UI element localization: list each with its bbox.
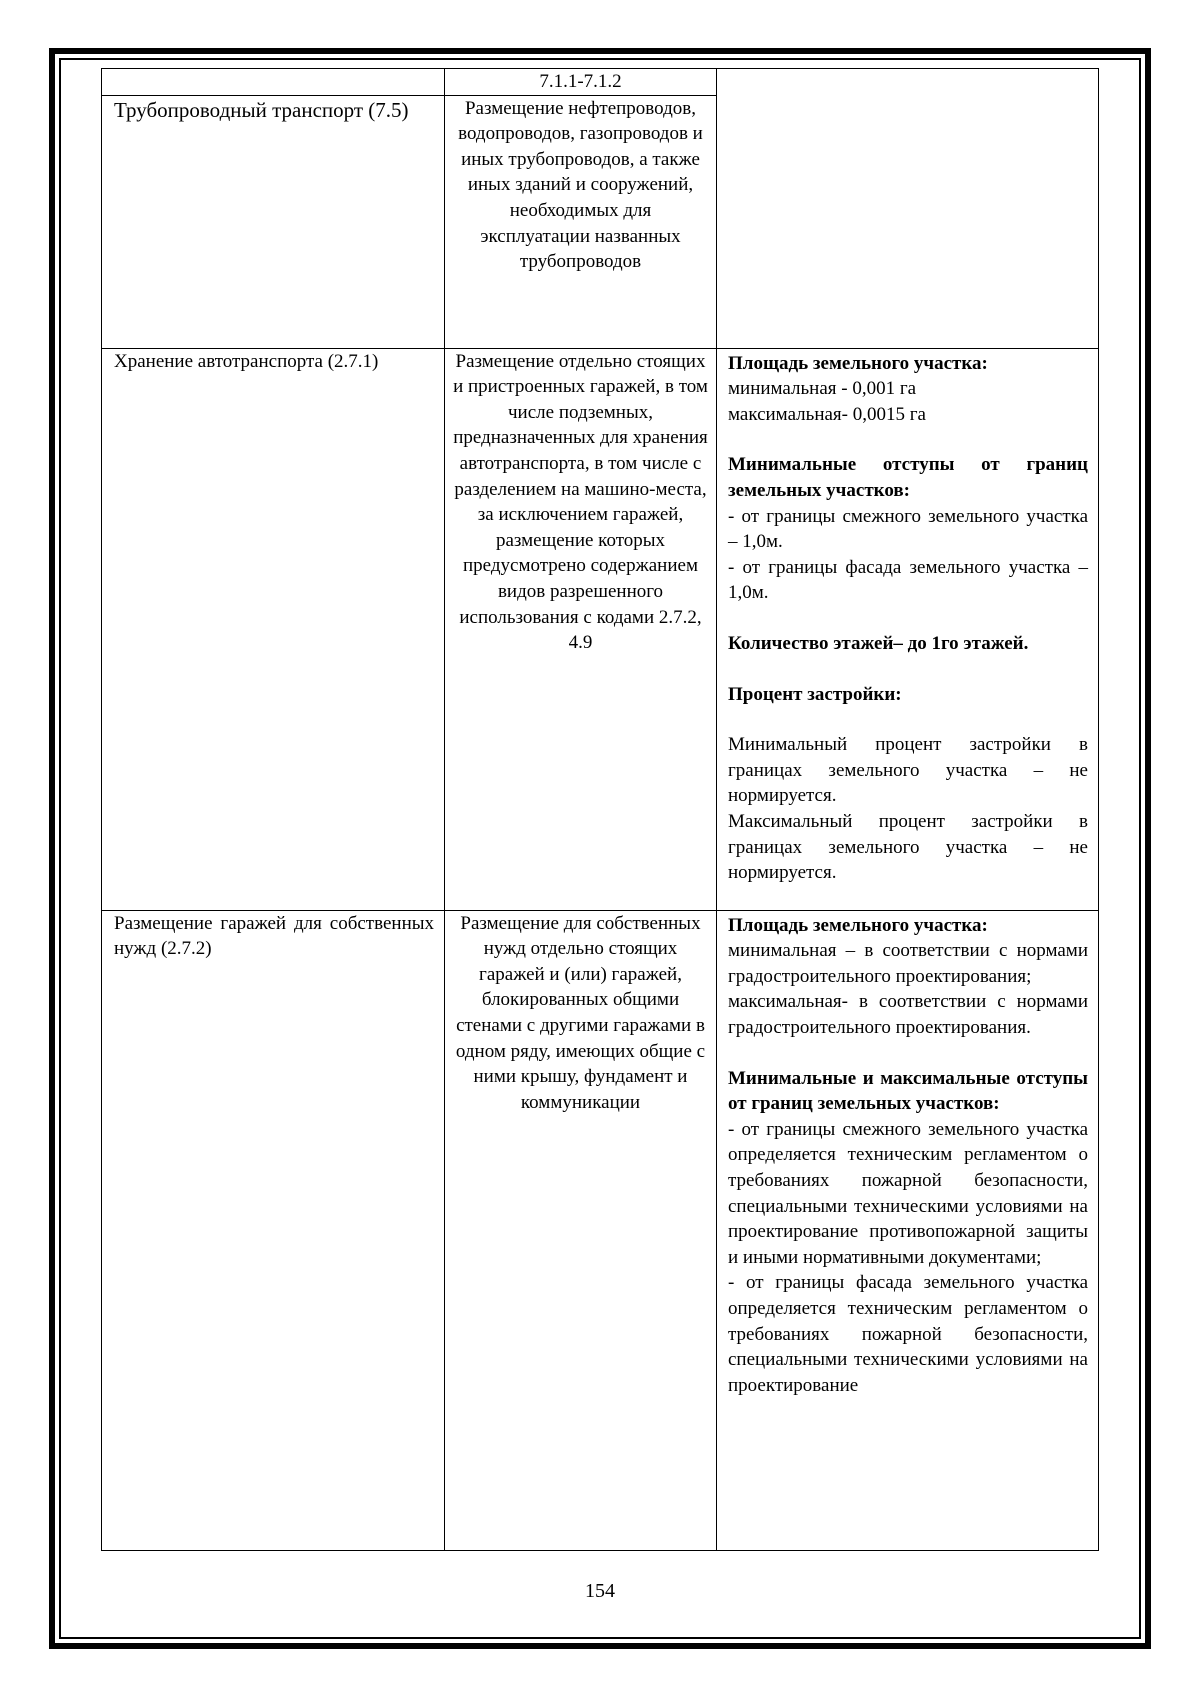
- area-heading: Площадь земельного участка:: [728, 352, 988, 374]
- table-cell: [717, 910, 1099, 1550]
- table-cell: [717, 69, 1099, 349]
- table-cell: [102, 910, 445, 1550]
- setback-item: - от границы смежного земельного участка – 1,0м.: [728, 505, 1088, 553]
- table-cell: [102, 69, 445, 96]
- table-cell: [445, 348, 717, 910]
- percent-min: Минимальный процент застройки в границах земельного участка – не нормируется.: [728, 734, 1088, 807]
- area-heading: Площадь земельного участка:: [728, 914, 988, 936]
- table-cell: [717, 348, 1099, 910]
- table-cell: [102, 348, 445, 910]
- page-number: 154: [585, 1580, 615, 1602]
- table-row: [102, 348, 1099, 910]
- area-max: максимальная- в соответствии с нормами градостроительного проектирования.: [728, 991, 1088, 1038]
- area-min: минимальная - 0,001 га: [728, 378, 917, 400]
- setback-item: - от границы фасада земельного участка определяется техническим регламентом о требованиях пожарной безопасности, специальными техническими условиями на проектирование: [728, 1272, 1088, 1396]
- table-cell: [445, 69, 717, 96]
- parameters-cell: [717, 69, 1098, 71]
- area-max: максимальная- 0,0015 га: [728, 403, 926, 425]
- setback-item: - от границы смежного земельного участка определяется техническим регламентом о требованиях пожарной безопасности, специальными техническими условиями на проектирование противопожарной защиты и иными нормативными документами;: [728, 1118, 1088, 1268]
- use-type-cell: Трубопроводный транспорт (7.5): [114, 97, 409, 122]
- table-row: [102, 69, 1099, 96]
- use-description-cell: Размещение для собственных нужд отдельно стоящих гаражей и (или) гаражей, блокированных общими стенами с другими гаражами в одном ряду, имеющих общие с ними крышу, фундамент и коммуникации: [455, 912, 706, 1113]
- table-cell: [445, 95, 717, 348]
- parameters-cell: [717, 349, 1098, 886]
- parameters-cell: [717, 911, 1098, 1399]
- area-min: минимальная – в соответствии с нормами градостроительного проектирования;: [728, 940, 1088, 987]
- setback-heading: Минимальные и максимальные отступы от границ земельных участков:: [728, 1067, 1088, 1115]
- use-description-cell: Размещение нефтепроводов, водопроводов, газопроводов и иных трубопроводов, а также иных зданий и сооружений, необходимых для эксплуатации названных трубопроводов: [458, 97, 703, 273]
- table-row: [102, 910, 1099, 1550]
- floors-limit: Количество этажей– до 1го этажей.: [728, 632, 1029, 654]
- percent-max: Максимальный процент застройки в границах земельного участка – не нормируется.: [728, 810, 1088, 884]
- setback-item: - от границы фасада земельного участка – 1,0м.: [728, 556, 1088, 604]
- use-type-cell: Хранение автотранспорта (2.7.1): [114, 350, 379, 372]
- use-type-cell: Размещение гаражей для собственных нужд (2.7.2): [114, 912, 434, 960]
- use-description-cell: Размещение отдельно стоящих и пристроенных гаражей, в том числе подземных, предназначенных для хранения автотранспорта, в том числе с разделением на машино-места, за исключением гаражей, размещение которых предусмотрено содержанием видов разрешенного использования с кодами 2.7.2, 4.9: [453, 350, 708, 654]
- use-description-cell: 7.1.1-7.1.2: [539, 71, 622, 92]
- setback-heading: Минимальные отступы от границ земельных участков:: [728, 454, 1088, 501]
- table-cell: [102, 95, 445, 348]
- land-use-table: [101, 68, 1099, 1551]
- percent-heading: Процент застройки:: [728, 683, 902, 705]
- table-cell: [445, 910, 717, 1550]
